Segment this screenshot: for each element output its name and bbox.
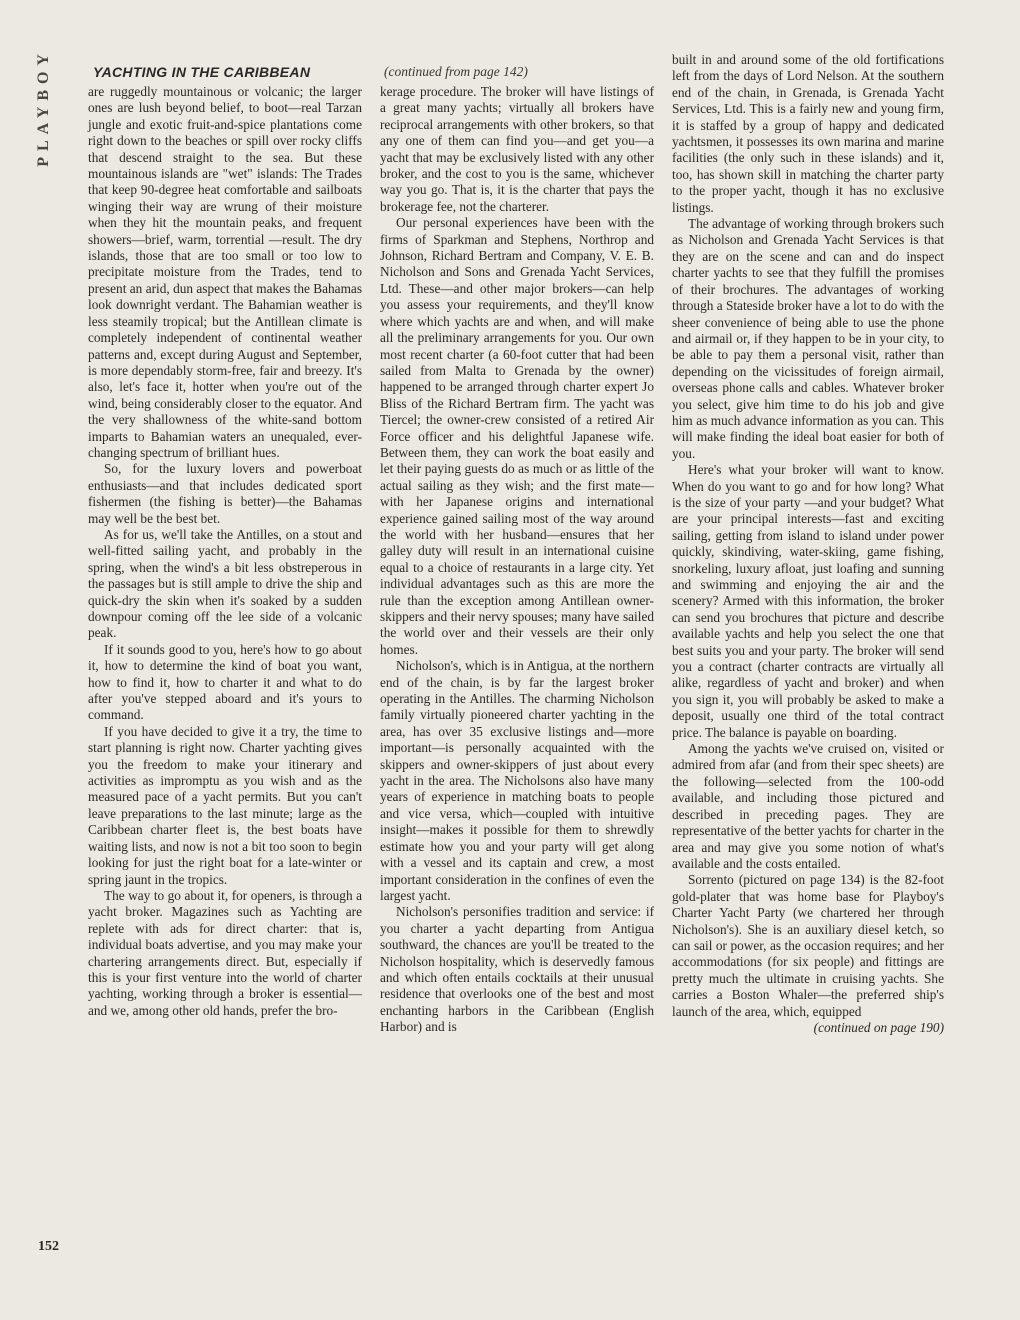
paragraph: Sorrento (pictured on page 134) is the 82-foot gold-plater that was home base for Playboy's Charter Yacht Party (we chartered her through Nicholson's). She is an auxiliary diesel ketch, so can sail or power, as the occasion requires; and her accommodations (for six people) and fittings are pretty much the ultimate in cruising yachts. She carries a Boston Whaler—the preferred ship's launch of the area, which, equipped	[672, 872, 944, 1019]
paragraph: Nicholson's, which is in Antigua, at the northern end of the chain, is by far the largest broker operating in the Antilles. The charming Nicholson family virtually pioneered charter yachting in the area, has over 35 exclusive listings and—more important—is personally acquainted with the skippers and owner-skippers of just about every yacht in the area. The Nicholsons also have many years of experience in matching boats to people and vice versa, which—coupled with intuitive insight—makes it possible for them to shrewdly estimate how you and your party will get along with a vessel and its captain and crew, a most important consideration in the confines of even the largest yacht.	[380, 658, 654, 903]
paragraph: As for us, we'll take the Antilles, on a stout and well-fitted sailing yacht, and probably in the spring, when the wind's a bit less obstreperous in the passages but is still ample to drive the ship and quick-dry the skin when it's soaked by a sudden downpour coming off the lee side of a volcanic peak.	[88, 526, 362, 641]
text-column-2	[380, 84, 654, 1036]
text-column-1	[88, 84, 362, 1019]
continued-on-note: (continued on page 190)	[813, 1019, 944, 1035]
paragraph: Here's what your broker will want to know. When do you want to go and for how long? What is the size of your party —and your budget? What are your principal interests—fast and exciting sailing, getting from island to island under power quickly, skindiving, water-skiing, game fishing, snorkeling, luxury afloat, just loafing and sunning and swimming and enjoying the air and the scenery? Armed with this information, the broker can send you brochures that picture and describe available yachts and help you select the one that best suits you and your party. The broker will send you a contract (charter contracts are virtually all alike, regardless of yacht and broker) and when you sign it, you will probably be asked to make a deposit, usually one third of the total contract price. The balance is payable on boarding.	[672, 462, 944, 740]
continued-from-note: (continued from page 142)	[384, 64, 528, 79]
paragraph: The way to go about it, for openers, is through a yacht broker. Magazines such as Yachting are replete with ads for direct charter: that is, individual boats advertise, and you may make your chartering arrangements direct. But, especially if this is your first venture into the world of charter yachting, working through a broker is essential—and we, among other old hands, prefer the bro-	[88, 887, 362, 1018]
text-column-3	[672, 52, 944, 1036]
paragraph: kerage procedure. The broker will have listings of a great many yachts; virtually all brokers have reciprocal arrangements with other brokers, so that any one of them can find you—and get you—a yacht that may be exclusively listed with any other broker, and the cost to you is the same, whichever way you go. That is, it is the charter that pays the brokerage fee, not the charterer.	[380, 84, 654, 214]
article-title: YACHTING IN THE CARIBBEAN	[93, 64, 311, 80]
paragraph: If it sounds good to you, here's how to go about it, how to determine the kind of boat you want, how to find it, how to charter it and what to do after you've stepped aboard and it's yours to command.	[88, 641, 362, 723]
paragraph: are ruggedly mountainous or volcanic; the larger ones are lush beyond belief, to boot—real Tarzan jungle and exotic fruit-and-spice plantations come right down to the beaches or spill over rocky cliffs that descend straight to the sea. But these mountainous islands are "wet" islands: The Trades that keep 90-degree heat comfortable and sailboats winging their way are wrung of their moisture when they hit the mountain peaks, and frequent showers—brief, warm, torrential —result. The dry islands, those that are too small or too low to precipitate moisture from the Trades, tend to present an arid, dun aspect that makes the Bahamas look downright verdant. The Bahamian weather is less steamily tropical; but the Antillean climate is completely independent of continental weather patterns and, except during August and September, is more dependably storm-free, fair and breezy. It's also, let's face it, hotter when you're out of the wind, being considerably closer to the equator. And the very shallowness of the white-sand bottom imparts to Bahamian waters an unequaled, ever-changing spectrum of brilliant hues.	[88, 84, 362, 460]
page-number: 152	[38, 1239, 59, 1254]
paragraph: The advantage of working through brokers such as Nicholson and Grenada Yacht Services is that they are on the scene and can and do inspect charter yachts to see that they fulfill the promises of their brochures. The advantages of working through a Stateside broker have a lot to do with the sheer convenience of being able to use the phone and airmail or, if they happen to be in your city, to be able to pay them a personal visit, rather than depending on the vicissitudes of foreign airmail, overseas phone calls and cables. Whatever broker you select, give him time to do his job and give him as much advance information as you can. This will make finding the ideal boat easier for both of you.	[672, 216, 944, 461]
paragraph: Nicholson's personifies tradition and service: if you charter a yacht departing from Antigua southward, the chances are you'll be treated to the Nicholson hospitality, which is deservedly famous and which often entails cocktails at their unusual residence that overlooks one of the best and most enchanting harbors in the Caribbean (English Harbor) and is	[380, 904, 654, 1035]
paragraph: built in and around some of the old fortifications left from the days of Lord Nelson. At the southern end of the chain, in Grenada, is Grenada Yacht Services, Ltd. This is a fairly new and young firm, it is staffed by a group of happy and dedicated yachtsmen, it possesses its own marina and marine facilities (the only such in these islands) and it, too, has shown skill in matching the charter party to the proper yacht, though it has no exclusive listings.	[672, 52, 944, 215]
playboy-side-logo: PLAYBOY	[35, 48, 52, 167]
paragraph: Our personal experiences have been with the firms of Sparkman and Stephens, Northrop and Johnson, Richard Bertram and Company, V. E. B. Nicholson and Sons and Grenada Yacht Services, Ltd. These—and other major brokers—can help you assess your requirements, and they'll know where which yachts are and when, and will make all the preliminary arrangements for you. Our own most recent charter (a 60-foot cutter that had been sailed from Malta to Grenada by the owner) happened to be arranged through charter expert Jo Bliss of the Richard Bertram firm. The yacht was Tiercel; the owner-crew consisted of a retired Air Force officer and his delightful Japanese wife. Between them, they can work the boat easily and let their paying guests do as much or as little of the actual sailing as they wish; and the first mate—with her Japanese origins and international experience gained sailing most of the way around the world with her husband—ensures that her galley duty will result in an international cuisine equal to a choice of restaurants in a large city. Yet individual advantages such as this are more the rule than the exception among Antillean owner-skippers and their nervy spouses; many have sailed the world over and their vessels are their only homes.	[380, 215, 654, 657]
paragraph: Among the yachts we've cruised on, visited or admired from afar (and from their spec sheets) are the following—selected from the 100-odd available, and including those pictured and described in preceding pages. They are representative of the better yachts for charter in the area and may give you some notion of what's available and the costs entailed.	[672, 741, 944, 871]
paragraph: If you have decided to give it a try, the time to start planning is right now. Charter yachting gives you the freedom to make your itinerary and activities as impromptu as you wish and as the measured pace of a yacht permits. But you can't leave preparations to the last minute; large as the Caribbean charter fleet is, the best boats have waiting lists, and now is not a bit too soon to begin looking for just the right boat for a late-winter or spring jaunt in the tropics.	[88, 723, 362, 887]
paragraph: So, for the luxury lovers and powerboat enthusiasts—and that includes dedicated sport fishermen (the fishing is better)—the Bahamas may well be the best bet.	[88, 461, 362, 526]
